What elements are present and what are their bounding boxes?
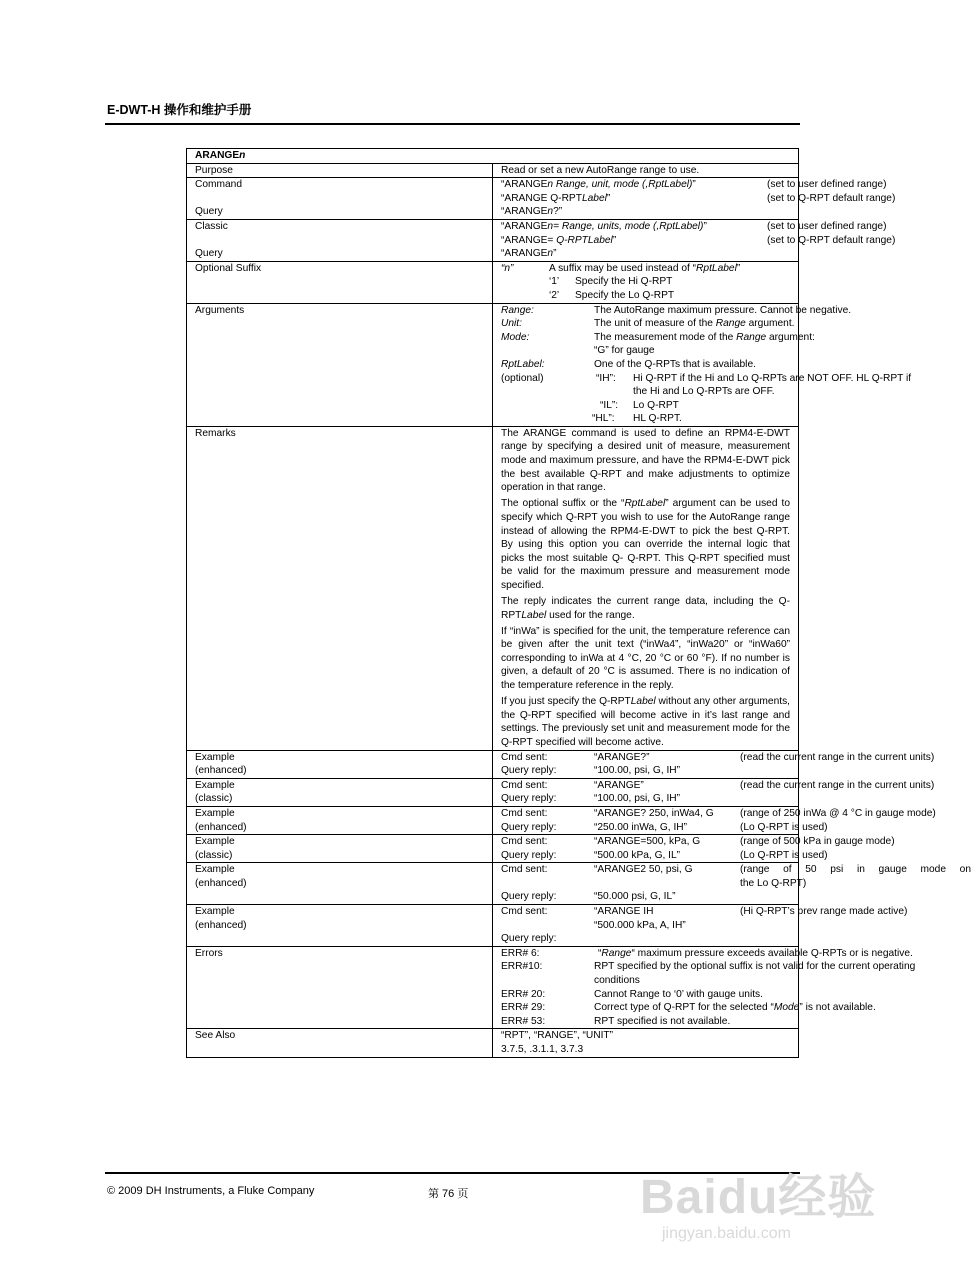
suffix-row: Optional Suffix “n” A suffix may be used instead of “RptLabel” ‘1’ Specify the Hi Q-RPT ‘2’ Specify the Lo Q-RPT: [187, 261, 799, 303]
command-table: [186, 148, 971, 1058]
command-title: ARANGEn: [187, 149, 799, 164]
command-syntax-line: “ARANGE Q-RPTLabel” (set to Q-RPT default range): [501, 192, 896, 204]
row-label: Arguments: [187, 303, 493, 426]
query-label: Query: [195, 206, 223, 218]
example-row: Example (classic) Cmd sent: “ARANGE” (read the current range in the current units) Query reply: “100.00, psi, G, IH”: [187, 778, 799, 806]
row-label: Command: [195, 179, 242, 191]
row-label: Purpose: [187, 163, 493, 178]
purpose-text: Read or set a new AutoRange range to use.: [493, 163, 799, 178]
watermark-logo: Baidu经验: [640, 1171, 877, 1224]
classic-query-line: “ARANGEn”: [501, 248, 557, 260]
remarks-paragraph: The ARANGE command is used to define an RPM4-E-DWT range by specifying a desired unit of measure, measurement mode and maximum pressure, and have the RPM4-E-DWT pick the best available Q-RPT and make adjustments to optimize operation in that range.: [501, 427, 790, 494]
example-row: Example (enhanced) Cmd sent: “ARANGE?” (read the current range in the current units) Query reply: “100.00, psi, G, IH”: [187, 750, 799, 778]
row-label: See Also: [187, 1029, 493, 1057]
example-row: Example (enhanced) Cmd sent: “ARANGE IH (Hi Q-RPT’s prev range made active) “500.000 kPa, A, IH” Query reply:: [187, 905, 799, 947]
remarks-paragraph: If you just specify the Q-RPTLabel without any other arguments, the Q-RPT specified will become active in it’s last range and settings. The previously set unit and measurement mode for the Q-RPT specified will become active.: [501, 696, 790, 748]
row-label: Remarks: [187, 426, 493, 750]
arguments-row: Arguments Range: The AutoRange maximum pressure. Cannot be negative. Unit: The unit of measure of the Range argument. Mode: The measurement mode of the Range argument: “G” for gauge RptLabel: One of the Q-RPTs that is available. (optional) “IH”: Hi Q-RPT if the Hi and Lo Q-RPTs are NOT OFF. HL Q-RPT if the Hi and Lo Q-RPTs are OFF. “IL”: Lo Q-RPT “HL”: HL Q-RPT.: [187, 303, 799, 426]
header-rule: [105, 123, 800, 125]
page-number: 第 76 页: [428, 1188, 469, 1200]
command-row: [187, 178, 799, 220]
watermark-url: jingyan.baidu.com: [662, 1225, 791, 1242]
table-title-row: [187, 149, 799, 164]
classic-syntax-line: “ARANGEn= Range, units, mode (,RptLabel)” (set to user defined range): [501, 220, 887, 232]
query-syntax-line: “ARANGEn?”: [501, 206, 563, 218]
classic-syntax-line: “ARANGE= Q-RPTLabel” (set to Q-RPT default range): [501, 234, 896, 246]
remarks-paragraph: The reply indicates the current range data, including the Q-RPTLabel used for the range.: [501, 596, 790, 621]
row-label: Optional Suffix: [187, 261, 493, 303]
purpose-row: [187, 163, 799, 178]
remarks-paragraph: If “inWa” is specified for the unit, the temperature reference can be given after the unit text (“inWa4”, “inWa20” or “inWa60” corresponding to inWa at 4 °C, 20 °C or 60 °F). If no number is given, a default of 20 °C is assumed. There is no indication of the temperature reference in the reply.: [501, 625, 790, 692]
row-label: Errors: [187, 946, 493, 1029]
errors-row: Errors ERR# 6: “Range“ maximum pressure exceeds available Q-RPTs or is negative. ERR#10: RPT specified by the optional suffix is not valid for the current operating conditions ERR# 20: Cannot Range to ‘0’ with gauge units. ERR# 29: Correct type of Q-RPT for the selected “Mode” is not available. ERR# 53: RPT specified is not available.: [187, 946, 799, 1029]
remarks-row: [187, 426, 799, 750]
footer-company: © 2009 DH Instruments, a Fluke Company: [107, 1185, 315, 1197]
row-label: Classic: [195, 220, 228, 232]
query-label: Query: [195, 248, 223, 260]
example-row: Example (enhanced) Cmd sent: “ARANGE? 250, inWa4, G (range of 250 inWa @ 4 °C in gauge mode) Query reply: “250.00 inWa, G, IH” (Lo Q-RPT is used): [187, 806, 799, 834]
classic-row: [187, 219, 799, 261]
see-also-row: See Also “RPT”, “RANGE”, “UNIT” 3.7.5, .3.1.1, 3.7.3: [187, 1029, 799, 1057]
command-syntax-line: “ARANGEn Range, unit, mode (,RptLabel)” (set to user defined range): [501, 179, 887, 191]
remarks-paragraph: The optional suffix or the “RptLabel” argument can be used to specify which Q-RPT you wish to use for the AutoRange range instead of allowing the RPM4-E-DWT to pick the best Q-RPT. By using this option you can override the internal logic that picks the most suitable Q- Q-RPT. This Q-RPT specified must be valid for the maximum pressure and measurement mode specified.: [501, 498, 790, 591]
page-header: E-DWT-H 操作和维护手册: [107, 103, 252, 117]
example-row: Example (enhanced) Cmd sent: “ARANGE2 50, psi, G (range of 50 psi in gauge mode on the Lo Q-RPT) Query reply: “50.000 psi, G, IL”: [187, 863, 799, 905]
example-row: Example (classic) Cmd sent: “ARANGE=500, kPa, G (range of 500 kPa in gauge mode) Query reply: “500.00 kPa, G, IL” (Lo Q-RPT is used): [187, 835, 799, 863]
